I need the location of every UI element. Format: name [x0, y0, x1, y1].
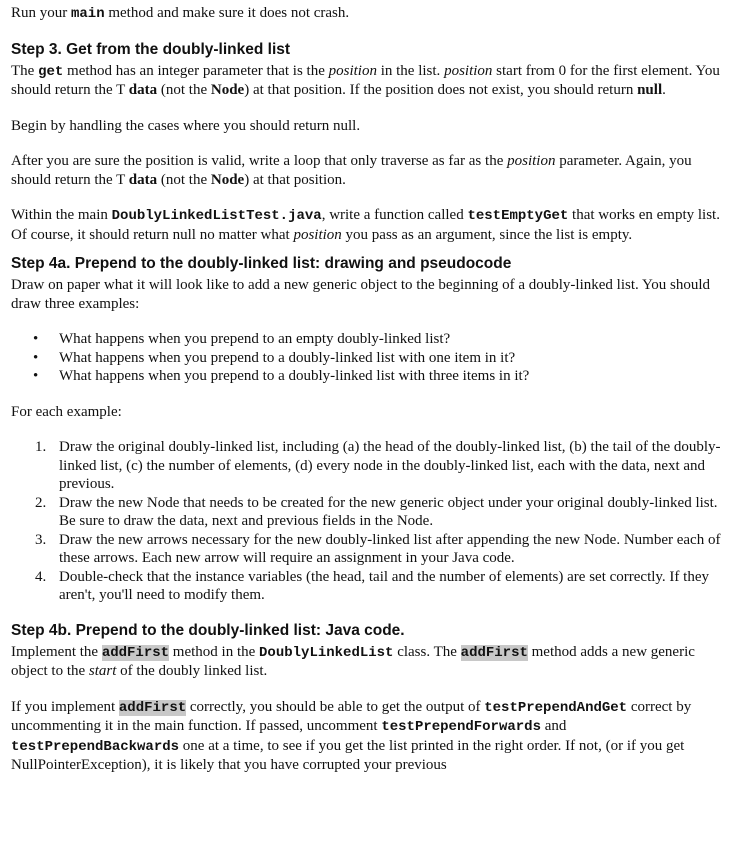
text: correctly, you should be able to get the output of [186, 698, 485, 715]
list-text: Draw the new arrows necessary for the new doubly-linked list after appending the new Node. Number each of these arrows. Each new arrow will require an assignment in your Java code. [59, 531, 721, 566]
text: start from 0 for the first element. You should return the T [11, 62, 720, 98]
text: ) at that position. [244, 171, 346, 188]
code-get: get [38, 63, 64, 80]
list-item [11, 568, 733, 605]
code-class-name: DoublyLinkedList [259, 644, 394, 661]
text: (not the [157, 82, 211, 98]
text: method in the [169, 643, 260, 660]
text: (not the [157, 171, 211, 188]
step3-paragraph-1 [11, 62, 733, 100]
code-test-prepend-forwards: testPrependForwards [381, 719, 541, 735]
list-item: • What happens when you prepend to an empty doubly-linked list? [11, 330, 733, 349]
em-position: position [507, 153, 556, 169]
text: The [11, 62, 39, 79]
intro-text: Run your [11, 5, 71, 21]
text: , write a function called [321, 207, 468, 223]
list-number: 1. [35, 439, 47, 455]
intro-paragraph [11, 4, 733, 24]
em-start: start [88, 663, 117, 679]
bold-node: Node [210, 171, 245, 188]
text: of the doubly linked list. [116, 663, 268, 679]
text: one at a time, to see if you get the list printed in the right order. If not, (or if you get NullPointerException), it is likely that you have corrupted your previous [11, 737, 685, 773]
bold-data: data [128, 82, 158, 98]
code-main: main [71, 6, 105, 22]
document-page [11, 0, 733, 775]
list-number: 2. [35, 494, 47, 511]
code-add-first: addFirst [101, 644, 170, 661]
intro-text: method and make sure it does not crash. [104, 5, 350, 21]
step4b-heading: Step 4b. Prepend to the doubly-linked list: Java code. [11, 621, 405, 639]
text: in the list. [376, 62, 445, 79]
step3-heading: Step 3. Get from the doubly-linked list [11, 40, 291, 58]
text: class. The [393, 643, 461, 660]
text: that works en empty list. Of course, it should return null no matter what [11, 207, 720, 243]
step4a-numbered-list [11, 438, 733, 605]
step4a-heading: Step 4a. Prepend to the doubly-linked list: drawing and pseudocode [11, 255, 512, 272]
text: correct by uncommenting it in the main function. If passed, uncomment [11, 698, 692, 734]
text: . [662, 82, 666, 98]
em-position: position [444, 62, 493, 79]
code-test-empty-get: testEmptyGet [467, 208, 569, 224]
list-item [11, 494, 733, 531]
bold-null: null [637, 82, 663, 98]
list-text: Draw the new Node that needs to be created for the new generic object under your original doubly-linked list. Be sure to draw the data, next and previous fields in the Node. [59, 494, 718, 529]
step3-paragraph-3 [11, 152, 733, 189]
step3-paragraph-4 [11, 206, 733, 244]
list-item: • What happens when you prepend to a doubly-linked list with three items in it? [11, 367, 733, 386]
list-item: • What happens when you prepend to a doubly-linked list with one item in it? [11, 349, 733, 368]
em-position: position [328, 62, 377, 79]
step3-paragraph-2: Begin by handling the cases where you should return null. [11, 117, 361, 134]
text: ) at that position. If the position does not exist, you should return [244, 82, 638, 98]
text: Implement the [11, 643, 102, 660]
list-text: Double-check that the instance variables (the head, tail and the number of elements) are set correctly. If they aren't, you'll need to modify them. [59, 568, 709, 603]
code-add-first: addFirst [118, 699, 187, 716]
step4a-paragraph-2: For each example: [11, 403, 122, 420]
text: Within the main [11, 207, 112, 223]
list-number: 4. [35, 568, 47, 585]
bold-node: Node [210, 82, 245, 98]
text: After you are sure the position is valid, write a loop that only traverse as far as the [11, 153, 508, 169]
em-position: position [293, 226, 342, 243]
code-test-file: DoublyLinkedListTest.java [111, 208, 322, 224]
list-item [11, 438, 733, 494]
step4b-paragraph-2 [11, 698, 733, 775]
text: method adds a new generic object to the [11, 643, 695, 679]
code-test-prepend-and-get: testPrependAndGet [484, 699, 628, 716]
text: method has an integer parameter that is the [63, 62, 329, 79]
bold-data: data [128, 171, 158, 188]
step4b-paragraph-1 [11, 643, 733, 681]
text: and [540, 718, 567, 734]
list-item [11, 531, 733, 568]
text: parameter. Again, you should return the T [11, 153, 692, 188]
text: If you implement [11, 698, 119, 715]
list-text: Draw the original doubly-linked list, including (a) the head of the doubly-linked list, (b) the tail of the doubly-linked list, (c) the number of elements, (d) every node in the doubly-linked list, each with the data, next and previous. [59, 439, 721, 492]
step4a-bullet-list [11, 330, 733, 386]
list-number: 3. [35, 531, 47, 548]
code-test-prepend-backwards: testPrependBackwards [11, 738, 180, 755]
text: you pass as an argument, since the list is empty. [341, 226, 633, 243]
code-add-first: addFirst [460, 644, 528, 661]
step4a-paragraph-1: Draw on paper what it will look like to add a new generic object to the beginning of a doubly-linked list. You should draw three examples: [11, 277, 711, 312]
